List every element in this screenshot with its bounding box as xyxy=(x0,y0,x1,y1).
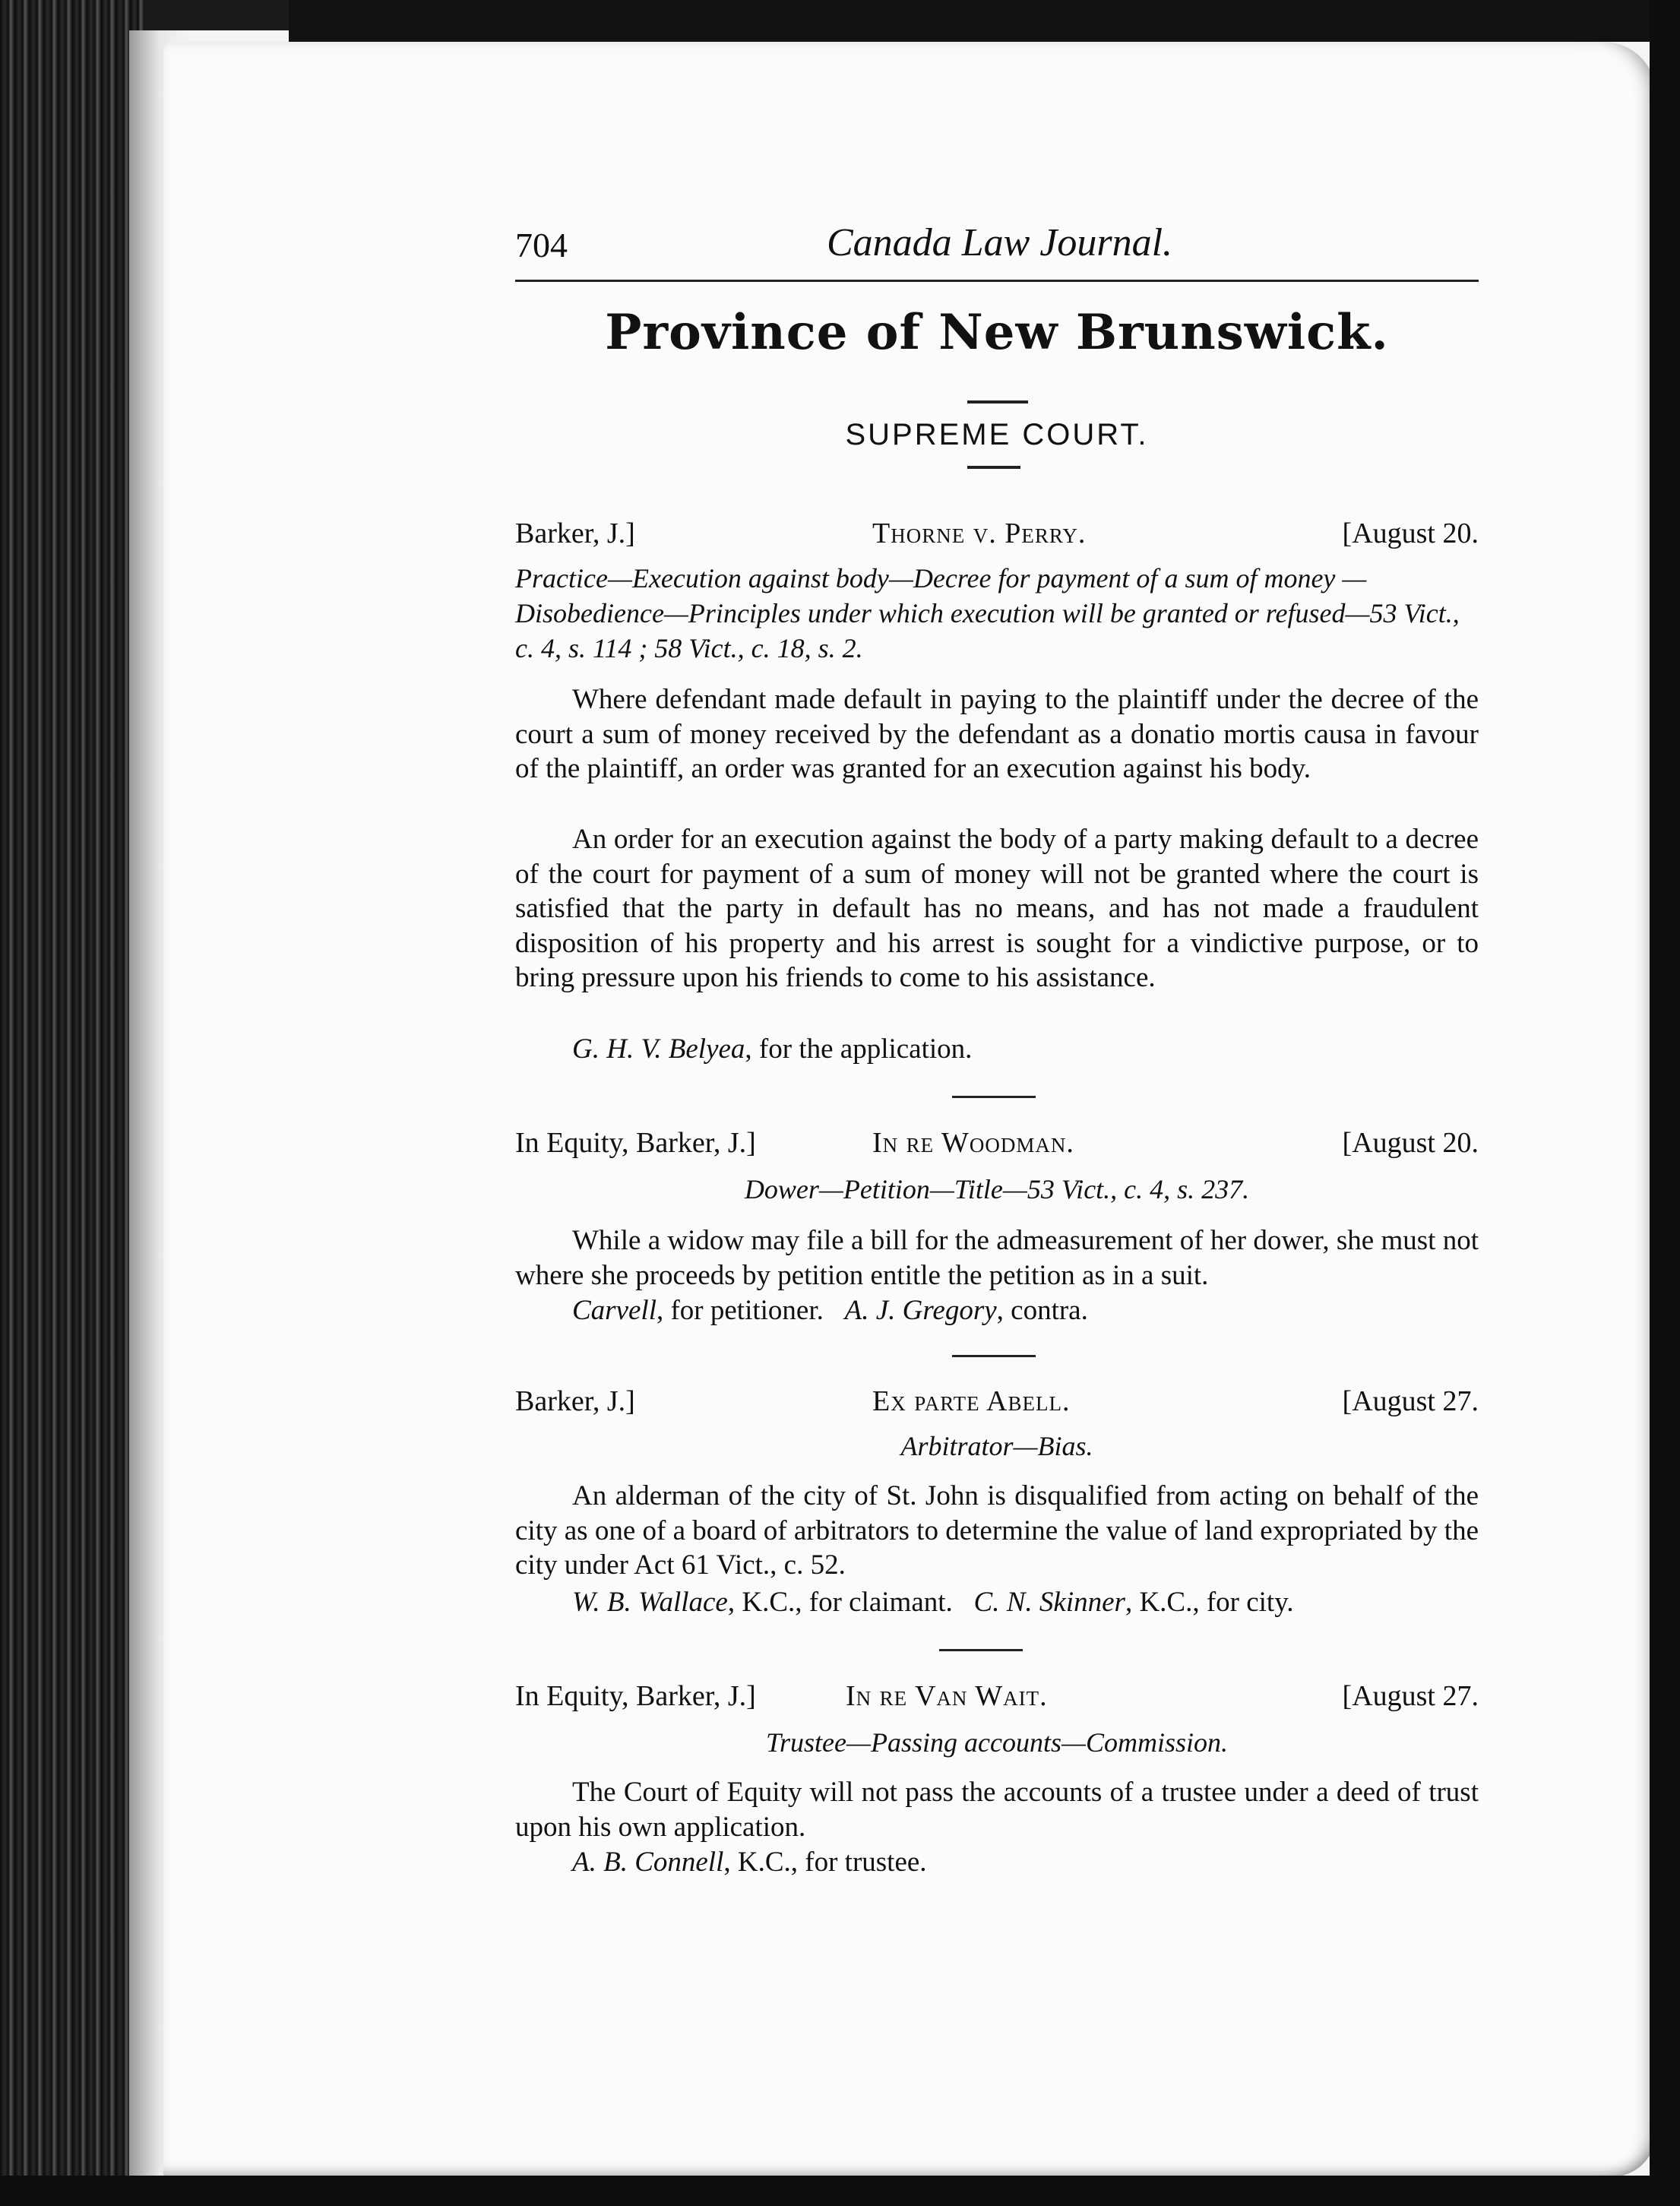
counsel-role: , K.C., for trustee. xyxy=(723,1847,927,1878)
case-catchwords: Dower—Petition—Title—53 Vict., c. 4, s. 237. xyxy=(744,1174,1250,1204)
case-counsel xyxy=(515,1293,1479,1328)
counsel-name: A. B. Connell xyxy=(572,1847,724,1878)
case-catchwords: Arbitrator—Bias. xyxy=(900,1431,1093,1461)
case-paragraph: An order for an execution against the body of a party making default to a decree of the court for payment of a sum of money will not be granted where the court is satisfied that the party in default has no means, and has not made a fraudulent disposition of his property and his arrest is sought for a vindictive purpose, or to bring pressure upon his friends to come to his assistance. xyxy=(515,824,1479,993)
case-judge: In Equity, Barker, J.] xyxy=(515,1680,756,1712)
counsel-role: , contra. xyxy=(996,1295,1088,1326)
case-counsel xyxy=(515,1845,1479,1879)
case-heading xyxy=(515,1679,1479,1717)
counsel-name: Carvell xyxy=(572,1295,656,1326)
journal-title: Canada Law Journal. xyxy=(827,221,1173,264)
case-date: [August 20. xyxy=(1342,517,1479,549)
head-rule xyxy=(515,280,1479,282)
case-paragraph: An alderman of the city of St. John is disqualified from acting on behalf of the city as one of a board of arbitrators to determine the value of land expropriated by the city under Act 61 Vict., c. 52. xyxy=(515,1480,1479,1581)
scan-border-right xyxy=(1650,0,1680,2206)
case-catchwords: Trustee—Passing accounts—Commission. xyxy=(765,1727,1229,1758)
province-title: Province of New Brunswick. xyxy=(605,304,1389,361)
case-counsel xyxy=(515,1032,1479,1066)
counsel-role: , K.C., for city. xyxy=(1125,1587,1294,1618)
counsel-name: C. N. Skinner xyxy=(973,1587,1125,1618)
case-name: Thorne v. Perry. xyxy=(872,517,1087,549)
case-separator xyxy=(939,1649,1023,1651)
case-heading xyxy=(515,1385,1479,1423)
page-number: 704 xyxy=(515,226,568,264)
case-catchwords: Practice—Execution against body—Decree for payment of a sum of money —Disobedience—Principles under which execution will be granted or refused—53 Vict., c. 4, s. 114 ; 58 Vict., c. 18, s. 2. xyxy=(515,563,1460,663)
case-paragraph: While a widow may file a bill for the admeasurement of her dower, she must not where she proceeds by petition entitle the petition as in a suit. xyxy=(515,1225,1479,1291)
section-rule xyxy=(967,466,1020,469)
court-title: SUPREME COURT. xyxy=(845,418,1149,451)
book-spine-edge xyxy=(0,0,144,2206)
case-counsel xyxy=(515,1585,1479,1619)
running-head xyxy=(515,220,1479,281)
scan-border-top xyxy=(289,0,1680,42)
section-rule xyxy=(967,400,1028,404)
counsel-name: W. B. Wallace xyxy=(572,1587,728,1618)
case-date: [August 27. xyxy=(1342,1680,1479,1712)
case-date: [August 20. xyxy=(1342,1127,1479,1159)
case-name: In re Van Wait. xyxy=(846,1680,1048,1712)
counsel-role: , for the application. xyxy=(745,1033,973,1065)
case-judge: Barker, J.] xyxy=(515,1385,635,1417)
scan-border-bottom xyxy=(0,2176,1680,2206)
case-judge: Barker, J.] xyxy=(515,517,635,549)
case-heading xyxy=(515,1126,1479,1164)
counsel-role: , K.C., for claimant. xyxy=(727,1587,953,1618)
case-heading xyxy=(515,517,1479,555)
case-name: In re Woodman. xyxy=(872,1127,1074,1159)
case-date: [August 27. xyxy=(1342,1385,1479,1417)
case-judge: In Equity, Barker, J.] xyxy=(515,1127,756,1159)
case-paragraph: The Court of Equity will not pass the accounts of a trustee under a deed of trust upon his own application. xyxy=(515,1777,1479,1843)
counsel-name: G. H. V. Belyea xyxy=(572,1033,745,1065)
counsel-name: A. J. Gregory xyxy=(844,1295,997,1326)
case-separator xyxy=(952,1096,1036,1098)
case-paragraph: Where defendant made default in paying to the plaintiff under the decree of the court a sum of money received by the defendant as a donatio mortis causa in favour of the plaintiff, an order was granted for an execution against his body. xyxy=(515,684,1479,784)
case-name: Ex parte Abell. xyxy=(872,1385,1071,1417)
counsel-role: , for petitioner. xyxy=(656,1295,824,1326)
case-separator xyxy=(952,1355,1036,1357)
